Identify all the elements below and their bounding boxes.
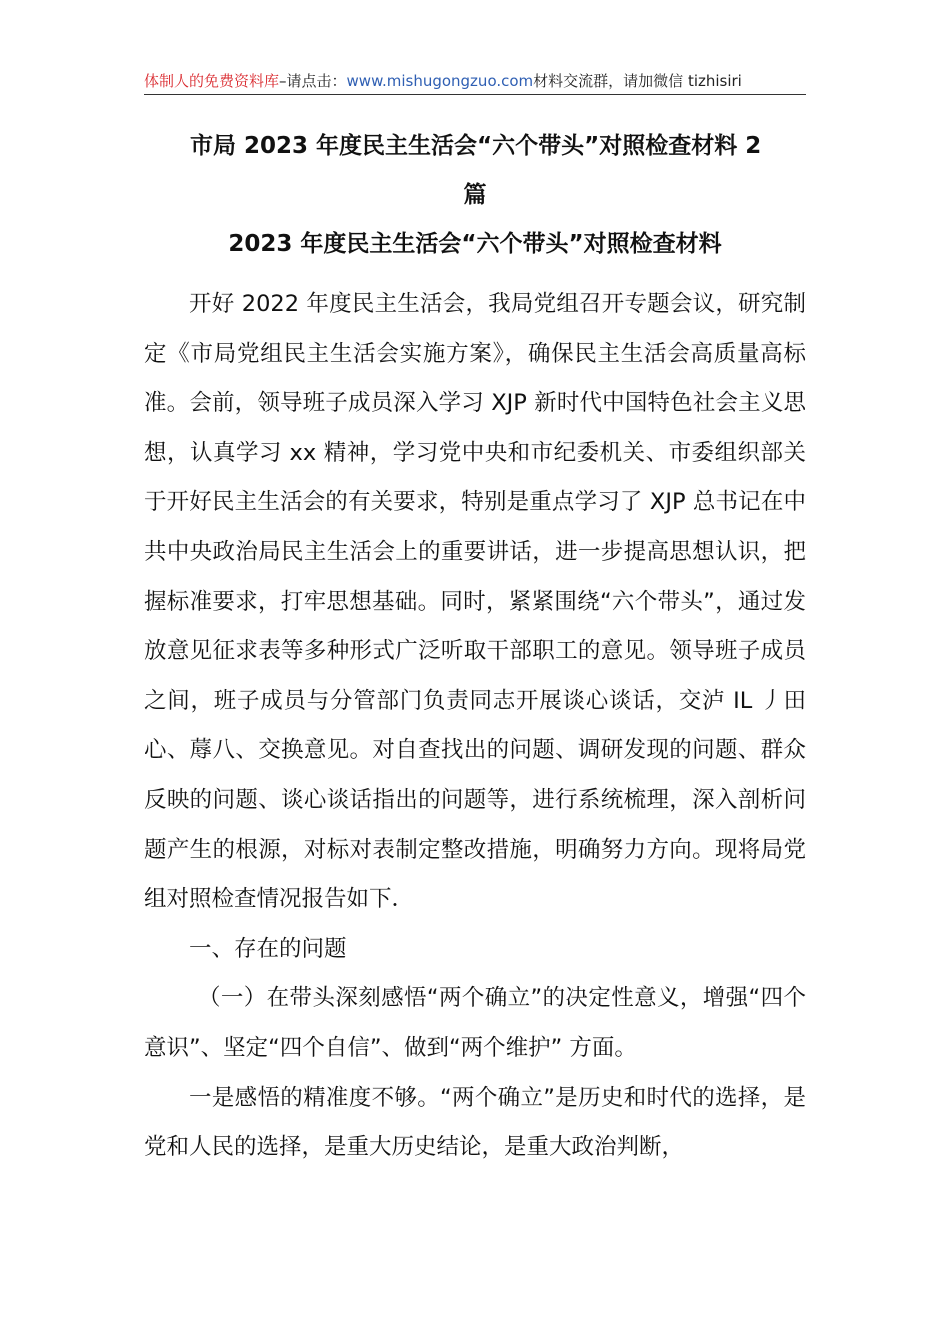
intro-paragraph: 开好 2022 年度民主生活会，我局党组召开专题会议，研究制定《市局党组民主生活会实施方案》，确保民主生活会高质量高标准。会前，领导班子成员深入学习 XJP 新时代中国特色社会主义思想，认真学习 xx 精神，学习党中央和市纪委机关、市委组织部关于开好民主生活会的有关要求，特别是重点学习了 XJP 总书记在中共中央政治局民主生活会上的重要讲话，进一步提高思想认识，把握标准要求，打牢思想基础。同时，紧紧围绕“六个带头”，通过发放意见征求表等多种形式广泛听取干部职工的意见。领导班子成员之间，班子成员与分管部门负责同志开展谈心谈话，交泸 IL 丿田心、蓐八、交换意见。对自查找出的问题、调研发现的问题、群众反映的问题、谈心谈话指出的问题等，进行系统梳理，深入剖析问题产生的根源，对标对表制定整改措施，明确努力方向。现将局党组对照检查情况报告如下． [144, 291, 806, 913]
document-body [144, 280, 806, 1173]
document-title: 市局 2023 年度民主生活会“六个带头”对照检查材料 2 [190, 133, 762, 159]
subsection-heading: （一）在带头深刻感悟“两个确立”的决定性意义，增强“四个意识”、坚定“四个自信”、做到“两个维护” 方面。 [144, 985, 806, 1061]
header-link[interactable]: www.mishugongzuo.com [346, 72, 534, 90]
header-contact: 材料交流群，请加微信 tizhisiri [533, 72, 742, 90]
header-brand: 体制人的免费资料库 [144, 72, 280, 90]
document-subtitle: 2023 年度民主生活会“六个带头”对照检查材料 [228, 231, 722, 257]
header-prompt: –请点击： [279, 72, 347, 90]
document-title-continued: 篇 [463, 182, 487, 208]
section-heading: 一、存在的问题 [189, 935, 347, 962]
body-paragraph: 一是感悟的精准度不够。“两个确立”是历史和时代的选择，是党和人民的选择，是重大历史结论，是重大政治判断， [144, 1084, 806, 1161]
page-header [144, 68, 806, 95]
